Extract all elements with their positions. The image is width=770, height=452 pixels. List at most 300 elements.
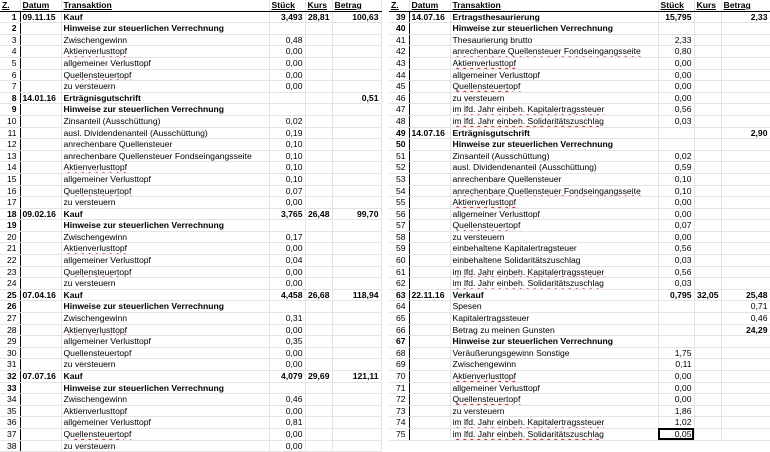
date-cell[interactable]	[20, 266, 61, 278]
quantity-cell[interactable]: 0,04	[269, 255, 305, 267]
quantity-cell[interactable]: 4,079	[269, 371, 305, 383]
date-cell[interactable]	[20, 255, 61, 267]
price-cell[interactable]	[694, 243, 721, 255]
row-number-cell[interactable]: 42	[389, 46, 409, 58]
price-cell[interactable]	[694, 23, 721, 35]
transaction-cell[interactable]: Zwischengewinn	[61, 394, 269, 406]
transaction-cell[interactable]: Zwischengewinn	[450, 359, 658, 371]
row-number-cell[interactable]: 70	[389, 371, 409, 383]
price-cell[interactable]: 26,68	[305, 289, 332, 301]
amount-cell[interactable]	[332, 231, 381, 243]
date-cell[interactable]	[20, 440, 61, 452]
amount-cell[interactable]	[721, 428, 770, 440]
price-cell[interactable]	[305, 150, 332, 162]
transaction-cell[interactable]: Kauf	[61, 371, 269, 383]
quantity-cell[interactable]	[658, 324, 694, 336]
quantity-cell[interactable]: 0,00	[658, 57, 694, 69]
date-cell[interactable]	[409, 417, 450, 429]
price-cell[interactable]	[305, 336, 332, 348]
date-cell[interactable]	[20, 394, 61, 406]
row-number-cell[interactable]: 32	[0, 371, 20, 383]
row-number-cell[interactable]: 39	[389, 11, 409, 23]
price-cell[interactable]	[305, 417, 332, 429]
quantity-cell[interactable]: 0,00	[269, 428, 305, 440]
quantity-cell[interactable]: 0,00	[658, 231, 694, 243]
date-cell[interactable]	[409, 92, 450, 104]
quantity-cell[interactable]: 0,48	[269, 34, 305, 46]
quantity-cell[interactable]: 0,00	[658, 371, 694, 383]
row-number-cell[interactable]: 48	[389, 115, 409, 127]
amount-cell[interactable]	[721, 34, 770, 46]
quantity-cell[interactable]: 0,00	[658, 92, 694, 104]
header-kurs[interactable]: Kurs	[694, 0, 721, 11]
amount-cell[interactable]	[332, 197, 381, 209]
quantity-cell[interactable]: 0,56	[658, 104, 694, 116]
price-cell[interactable]	[694, 382, 721, 394]
amount-cell[interactable]	[332, 359, 381, 371]
amount-cell[interactable]	[332, 57, 381, 69]
amount-cell[interactable]	[332, 162, 381, 174]
quantity-cell[interactable]: 0,03	[658, 255, 694, 267]
price-cell[interactable]	[694, 115, 721, 127]
row-number-cell[interactable]: 55	[389, 197, 409, 209]
date-cell[interactable]	[20, 301, 61, 313]
price-cell[interactable]	[694, 405, 721, 417]
transaction-cell[interactable]: zu versteuern	[61, 440, 269, 452]
quantity-cell[interactable]: 0,11	[658, 359, 694, 371]
quantity-cell[interactable]	[658, 23, 694, 35]
amount-cell[interactable]	[721, 417, 770, 429]
row-number-cell[interactable]: 1	[0, 11, 20, 23]
price-cell[interactable]	[694, 150, 721, 162]
date-cell[interactable]	[20, 46, 61, 58]
transaction-cell[interactable]	[450, 104, 658, 116]
price-cell[interactable]	[305, 173, 332, 185]
transaction-cell[interactable]: allgemeiner Verlusttopf	[61, 173, 269, 185]
row-number-cell[interactable]: 58	[389, 231, 409, 243]
transaction-cell[interactable]	[61, 405, 269, 417]
quantity-cell[interactable]: 0,80	[658, 46, 694, 58]
price-cell[interactable]	[305, 255, 332, 267]
date-cell[interactable]: 14.01.16	[20, 92, 61, 104]
date-cell[interactable]	[409, 139, 450, 151]
row-number-cell[interactable]: 6	[0, 69, 20, 81]
row-number-cell[interactable]: 31	[0, 359, 20, 371]
transaction-cell[interactable]: Veräußerungsgewinn Sonstige	[450, 347, 658, 359]
amount-cell[interactable]: 0,51	[332, 92, 381, 104]
quantity-cell[interactable]: 0,00	[658, 208, 694, 220]
date-cell[interactable]: 07.04.16	[20, 289, 61, 301]
transaction-cell[interactable]	[61, 347, 269, 359]
transaction-cell[interactable]: anrechenbare Quellensteuer Fondseingangsseite	[61, 150, 269, 162]
transaction-cell[interactable]: zu versteuern	[61, 359, 269, 371]
quantity-cell[interactable]: 0,56	[658, 243, 694, 255]
price-cell[interactable]	[694, 231, 721, 243]
header-transaktion[interactable]: Transaktion	[61, 0, 269, 11]
price-cell[interactable]	[305, 139, 332, 151]
quantity-cell[interactable]: 0,00	[269, 359, 305, 371]
price-cell[interactable]	[694, 69, 721, 81]
price-cell[interactable]	[305, 394, 332, 406]
row-number-cell[interactable]: 29	[0, 336, 20, 348]
row-number-cell[interactable]: 63	[389, 289, 409, 301]
transaction-cell[interactable]: zu versteuern	[61, 197, 269, 209]
date-cell[interactable]	[409, 255, 450, 267]
amount-cell[interactable]	[332, 115, 381, 127]
row-number-cell[interactable]: 49	[389, 127, 409, 139]
price-cell[interactable]	[305, 266, 332, 278]
quantity-cell[interactable]: 0,56	[658, 266, 694, 278]
price-cell[interactable]	[305, 69, 332, 81]
row-number-cell[interactable]: 46	[389, 92, 409, 104]
row-number-cell[interactable]: 44	[389, 69, 409, 81]
date-cell[interactable]	[20, 347, 61, 359]
row-number-cell[interactable]: 41	[389, 34, 409, 46]
transaction-cell[interactable]: Erträgnisgutschrift	[450, 127, 658, 139]
amount-cell[interactable]	[721, 359, 770, 371]
amount-cell[interactable]	[332, 23, 381, 35]
price-cell[interactable]	[305, 81, 332, 93]
row-number-cell[interactable]: 19	[0, 220, 20, 232]
row-number-cell[interactable]: 9	[0, 104, 20, 116]
date-cell[interactable]: 09.02.16	[20, 208, 61, 220]
amount-cell[interactable]	[721, 243, 770, 255]
row-number-cell[interactable]: 50	[389, 139, 409, 151]
amount-cell[interactable]	[332, 173, 381, 185]
price-cell[interactable]	[305, 428, 332, 440]
amount-cell[interactable]	[332, 46, 381, 58]
quantity-cell[interactable]: 0,35	[269, 336, 305, 348]
quantity-cell[interactable]: 0,00	[658, 197, 694, 209]
row-number-cell[interactable]: 15	[0, 173, 20, 185]
row-number-cell[interactable]: 34	[0, 394, 20, 406]
transaction-cell[interactable]: Zwischengewinn	[61, 34, 269, 46]
date-cell[interactable]: 09.11.15	[20, 11, 61, 23]
amount-cell[interactable]	[721, 336, 770, 348]
transaction-cell[interactable]: Betrag zu meinen Gunsten	[450, 324, 658, 336]
transaction-cell[interactable]: Hinweise zur steuerlichen Verrechnung	[61, 23, 269, 35]
transaction-cell[interactable]	[61, 266, 269, 278]
quantity-cell[interactable]: 3,765	[269, 208, 305, 220]
row-number-cell[interactable]: 67	[389, 336, 409, 348]
quantity-cell[interactable]: 0,795	[658, 289, 694, 301]
quantity-cell[interactable]: 15,795	[658, 11, 694, 23]
date-cell[interactable]	[20, 150, 61, 162]
price-cell[interactable]	[694, 266, 721, 278]
date-cell[interactable]	[20, 127, 61, 139]
transaction-cell[interactable]: Zinsanteil (Ausschüttung)	[61, 115, 269, 127]
transaction-cell[interactable]: anrechenbare Quellensteuer	[450, 173, 658, 185]
transaction-cell[interactable]: allgemeiner Verlusttopf	[450, 382, 658, 394]
amount-cell[interactable]: 100,63	[332, 11, 381, 23]
quantity-cell[interactable]: 0,07	[269, 185, 305, 197]
row-number-cell[interactable]: 38	[0, 440, 20, 452]
row-number-cell[interactable]: 8	[0, 92, 20, 104]
amount-cell[interactable]	[332, 440, 381, 452]
price-cell[interactable]: 29,69	[305, 371, 332, 383]
row-number-cell[interactable]: 26	[0, 301, 20, 313]
header-stueck[interactable]: Stück	[658, 0, 694, 11]
row-number-cell[interactable]: 25	[0, 289, 20, 301]
row-number-cell[interactable]: 56	[389, 208, 409, 220]
row-number-cell[interactable]: 65	[389, 313, 409, 325]
date-cell[interactable]	[20, 115, 61, 127]
header-kurs[interactable]: Kurs	[305, 0, 332, 11]
row-number-cell[interactable]: 24	[0, 278, 20, 290]
amount-cell[interactable]	[721, 197, 770, 209]
quantity-cell[interactable]: 0,59	[658, 162, 694, 174]
amount-cell[interactable]	[721, 405, 770, 417]
amount-cell[interactable]	[332, 150, 381, 162]
row-number-cell[interactable]: 37	[0, 428, 20, 440]
date-cell[interactable]	[409, 208, 450, 220]
price-cell[interactable]	[694, 173, 721, 185]
row-number-cell[interactable]: 17	[0, 197, 20, 209]
date-cell[interactable]	[409, 173, 450, 185]
amount-cell[interactable]	[721, 278, 770, 290]
row-number-cell[interactable]: 11	[0, 127, 20, 139]
amount-cell[interactable]	[721, 139, 770, 151]
transaction-cell[interactable]: zu versteuern	[450, 405, 658, 417]
row-number-cell[interactable]: 12	[0, 139, 20, 151]
quantity-cell[interactable]: 0,00	[269, 57, 305, 69]
date-cell[interactable]	[409, 115, 450, 127]
date-cell[interactable]	[20, 278, 61, 290]
date-cell[interactable]	[20, 428, 61, 440]
date-cell[interactable]	[20, 81, 61, 93]
row-number-cell[interactable]: 2	[0, 23, 20, 35]
date-cell[interactable]	[409, 428, 450, 440]
transaction-cell[interactable]: Zwischengewinn	[61, 313, 269, 325]
price-cell[interactable]	[305, 46, 332, 58]
quantity-cell[interactable]: 0,00	[269, 266, 305, 278]
quantity-cell[interactable]: 0,02	[658, 150, 694, 162]
amount-cell[interactable]	[721, 81, 770, 93]
price-cell[interactable]	[694, 371, 721, 383]
quantity-cell[interactable]: 0,00	[269, 440, 305, 452]
row-number-cell[interactable]: 16	[0, 185, 20, 197]
date-cell[interactable]	[20, 162, 61, 174]
amount-cell[interactable]	[332, 347, 381, 359]
quantity-cell[interactable]: 0,10	[269, 150, 305, 162]
transaction-cell[interactable]	[61, 46, 269, 58]
quantity-cell[interactable]: 0,00	[269, 405, 305, 417]
date-cell[interactable]	[20, 382, 61, 394]
price-cell[interactable]	[305, 382, 332, 394]
transaction-cell[interactable]	[450, 394, 658, 406]
price-cell[interactable]	[305, 127, 332, 139]
row-number-cell[interactable]: 4	[0, 46, 20, 58]
price-cell[interactable]	[694, 197, 721, 209]
quantity-cell[interactable]	[269, 220, 305, 232]
quantity-cell[interactable]	[658, 127, 694, 139]
row-number-cell[interactable]: 51	[389, 150, 409, 162]
row-number-cell[interactable]: 23	[0, 266, 20, 278]
price-cell[interactable]	[694, 336, 721, 348]
date-cell[interactable]	[409, 336, 450, 348]
date-cell[interactable]	[409, 81, 450, 93]
amount-cell[interactable]	[721, 162, 770, 174]
quantity-cell[interactable]: 0,00	[658, 69, 694, 81]
row-number-cell[interactable]: 28	[0, 324, 20, 336]
date-cell[interactable]	[20, 231, 61, 243]
date-cell[interactable]	[20, 139, 61, 151]
price-cell[interactable]	[694, 139, 721, 151]
price-cell[interactable]	[305, 57, 332, 69]
quantity-cell[interactable]: 0,00	[269, 81, 305, 93]
header-betrag[interactable]: Betrag	[332, 0, 381, 11]
row-number-cell[interactable]: 66	[389, 324, 409, 336]
price-cell[interactable]	[305, 162, 332, 174]
header-transaktion[interactable]: Transaktion	[450, 0, 658, 11]
date-cell[interactable]	[409, 405, 450, 417]
header-datum[interactable]: Datum	[20, 0, 61, 11]
transaction-cell[interactable]: Kauf	[61, 11, 269, 23]
amount-cell[interactable]: 118,94	[332, 289, 381, 301]
date-cell[interactable]	[409, 371, 450, 383]
date-cell[interactable]	[409, 313, 450, 325]
row-number-cell[interactable]: 33	[0, 382, 20, 394]
amount-cell[interactable]	[332, 34, 381, 46]
price-cell[interactable]	[305, 231, 332, 243]
transaction-cell[interactable]: Hinweise zur steuerlichen Verrechnung	[61, 301, 269, 313]
transaction-cell[interactable]: einbehaltene Solidaritätszuschlag	[450, 255, 658, 267]
amount-cell[interactable]	[721, 46, 770, 58]
quantity-cell[interactable]: 0,07	[658, 220, 694, 232]
transaction-cell[interactable]	[450, 197, 658, 209]
row-number-cell[interactable]: 7	[0, 81, 20, 93]
transaction-cell[interactable]: allgemeiner Verlusttopf	[450, 208, 658, 220]
quantity-cell[interactable]: 0,00	[269, 69, 305, 81]
quantity-cell[interactable]: 0,05	[658, 428, 694, 440]
transaction-cell[interactable]	[61, 69, 269, 81]
price-cell[interactable]	[694, 301, 721, 313]
price-cell[interactable]	[694, 417, 721, 429]
price-cell[interactable]: 26,48	[305, 208, 332, 220]
price-cell[interactable]	[305, 405, 332, 417]
quantity-cell[interactable]: 0,00	[658, 81, 694, 93]
transaction-cell[interactable]: Zinsanteil (Ausschüttung)	[450, 150, 658, 162]
row-number-cell[interactable]: 22	[0, 255, 20, 267]
quantity-cell[interactable]: 0,00	[658, 382, 694, 394]
quantity-cell[interactable]: 0,00	[269, 197, 305, 209]
quantity-cell[interactable]: 0,17	[269, 231, 305, 243]
row-number-cell[interactable]: 75	[389, 428, 409, 440]
amount-cell[interactable]	[332, 81, 381, 93]
amount-cell[interactable]: 0,46	[721, 313, 770, 325]
price-cell[interactable]	[305, 347, 332, 359]
quantity-cell[interactable]: 0,00	[658, 394, 694, 406]
transaction-cell[interactable]: ausl. Dividendenanteil (Ausschüttung)	[61, 127, 269, 139]
transaction-cell[interactable]	[450, 81, 658, 93]
quantity-cell[interactable]: 0,10	[269, 173, 305, 185]
row-number-cell[interactable]: 53	[389, 173, 409, 185]
quantity-cell[interactable]	[269, 382, 305, 394]
row-number-cell[interactable]: 74	[389, 417, 409, 429]
date-cell[interactable]	[409, 220, 450, 232]
transaction-cell[interactable]	[450, 417, 658, 429]
row-number-cell[interactable]: 47	[389, 104, 409, 116]
transaction-cell[interactable]: zu versteuern	[61, 278, 269, 290]
price-cell[interactable]	[694, 185, 721, 197]
row-number-cell[interactable]: 36	[0, 417, 20, 429]
price-cell[interactable]	[305, 92, 332, 104]
amount-cell[interactable]	[721, 382, 770, 394]
amount-cell[interactable]	[332, 127, 381, 139]
transaction-cell[interactable]	[61, 162, 269, 174]
amount-cell[interactable]	[332, 313, 381, 325]
amount-cell[interactable]	[332, 69, 381, 81]
amount-cell[interactable]	[721, 57, 770, 69]
row-number-cell[interactable]: 64	[389, 301, 409, 313]
row-number-cell[interactable]: 18	[0, 208, 20, 220]
amount-cell[interactable]: 121,11	[332, 371, 381, 383]
date-cell[interactable]	[409, 104, 450, 116]
transaction-cell[interactable]: ausl. Dividendenanteil (Ausschüttung)	[450, 162, 658, 174]
date-cell[interactable]	[20, 336, 61, 348]
amount-cell[interactable]	[332, 394, 381, 406]
transaction-cell[interactable]: allgemeiner Verlusttopf	[450, 69, 658, 81]
row-number-cell[interactable]: 5	[0, 57, 20, 69]
transaction-cell[interactable]: zu versteuern	[450, 92, 658, 104]
price-cell[interactable]	[694, 34, 721, 46]
row-number-cell[interactable]: 73	[389, 405, 409, 417]
amount-cell[interactable]	[721, 23, 770, 35]
price-cell[interactable]	[694, 57, 721, 69]
transaction-cell[interactable]: zu versteuern	[61, 81, 269, 93]
row-number-cell[interactable]: 20	[0, 231, 20, 243]
price-cell[interactable]	[694, 347, 721, 359]
date-cell[interactable]	[409, 231, 450, 243]
price-cell[interactable]	[305, 185, 332, 197]
transaction-cell[interactable]: allgemeiner Verlusttopf	[61, 255, 269, 267]
date-cell[interactable]: 14.07.16	[409, 127, 450, 139]
price-cell[interactable]	[694, 208, 721, 220]
transaction-cell[interactable]: Hinweise zur steuerlichen Verrechnung	[61, 382, 269, 394]
price-cell[interactable]	[305, 359, 332, 371]
amount-cell[interactable]	[332, 220, 381, 232]
row-number-cell[interactable]: 10	[0, 115, 20, 127]
price-cell[interactable]	[694, 92, 721, 104]
date-cell[interactable]	[409, 23, 450, 35]
transaction-cell[interactable]	[450, 185, 658, 197]
amount-cell[interactable]: 2,33	[721, 11, 770, 23]
amount-cell[interactable]	[721, 150, 770, 162]
amount-cell[interactable]	[332, 266, 381, 278]
quantity-cell[interactable]: 0,46	[269, 394, 305, 406]
amount-cell[interactable]	[721, 220, 770, 232]
price-cell[interactable]: 32,05	[694, 289, 721, 301]
amount-cell[interactable]	[332, 278, 381, 290]
date-cell[interactable]	[409, 301, 450, 313]
transaction-cell[interactable]	[450, 57, 658, 69]
date-cell[interactable]	[20, 220, 61, 232]
date-cell[interactable]	[409, 69, 450, 81]
date-cell[interactable]	[20, 185, 61, 197]
quantity-cell[interactable]: 0,02	[269, 115, 305, 127]
row-number-cell[interactable]: 54	[389, 185, 409, 197]
transaction-cell[interactable]: Kauf	[61, 289, 269, 301]
amount-cell[interactable]	[721, 208, 770, 220]
quantity-cell[interactable]	[658, 313, 694, 325]
row-number-cell[interactable]: 68	[389, 347, 409, 359]
header-z[interactable]: Z.	[0, 0, 20, 11]
price-cell[interactable]	[305, 324, 332, 336]
row-number-cell[interactable]: 72	[389, 394, 409, 406]
date-cell[interactable]	[409, 162, 450, 174]
row-number-cell[interactable]: 35	[0, 405, 20, 417]
date-cell[interactable]: 14.07.16	[409, 11, 450, 23]
